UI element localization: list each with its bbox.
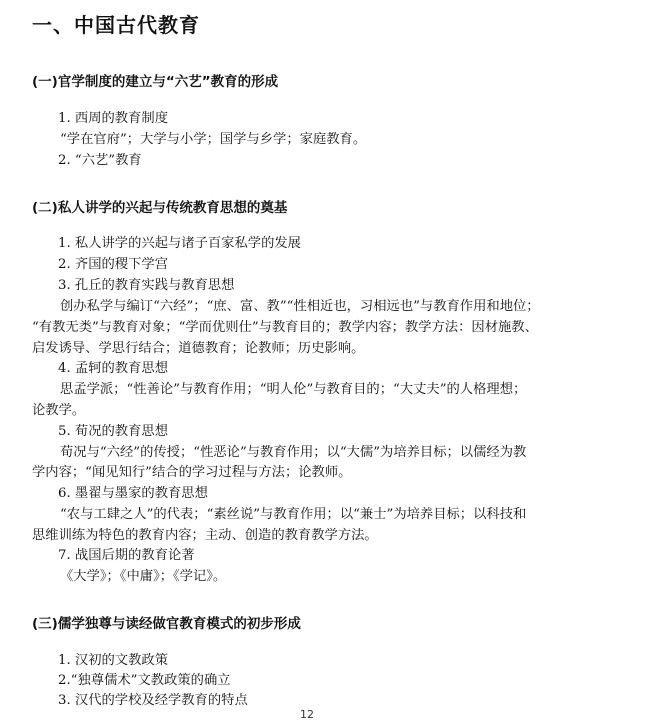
- paragraph-line: “有教无类”与教育对象；“学而优则仕”与教育目的；教学内容；教学方法：因材施教、: [32, 320, 538, 335]
- list-item: 5. 荀况的教育思想: [58, 424, 168, 439]
- list-item: 1. 汉初的文教政策: [58, 653, 168, 668]
- section-heading-3: (三)儒学独尊与读经做官教育模式的初步形成: [32, 616, 301, 632]
- paragraph-line: 荀况与“六经”的传授；“性恶论”与教育作用；以“大儒”为培养目标；以儒经为教: [60, 445, 527, 460]
- paragraph-line: 思维训练为特色的教育内容；主动、创造的教育教学方法。: [32, 528, 378, 543]
- list-item: 4. 孟轲的教育思想: [58, 361, 168, 376]
- paragraph-line: 《大学》；《中庸》；《学记》。: [60, 569, 227, 584]
- list-item: 2. “六艺”教育: [58, 153, 142, 168]
- paragraph-line: 创办私学与编订“六经”；“庶、富、教”“性相近也，习相远也”与教育作用和地位；: [60, 299, 540, 314]
- list-item: 2.“独尊儒术”文教政策的确立: [58, 673, 231, 688]
- list-item: 3. 孔丘的教育实践与教育思想: [58, 278, 235, 293]
- list-item: 2. 齐国的稷下学宫: [58, 257, 168, 272]
- paragraph-line: “农与工肆之人”的代表；“素丝说”与教育作用；以“兼士”为培养目标；以科技和: [60, 507, 527, 522]
- page-title: 一、中国古代教育: [32, 13, 200, 37]
- paragraph-line: 思孟学派；“性善论”与教育作用；“明人伦”与教育目的；“大丈夫”的人格理想；: [60, 382, 527, 397]
- list-item: 1. 西周的教育制度: [58, 111, 168, 126]
- section-heading-2: (二)私人讲学的兴起与传统教育思想的奠基: [32, 200, 288, 216]
- paragraph-line: “学在官府”；大学与小学；国学与乡学；家庭教育。: [60, 132, 367, 147]
- paragraph-line: 学内容；“闻见知行”结合的学习过程与方法；论教师。: [32, 465, 352, 480]
- list-item: 3. 汉代的学校及经学教育的特点: [58, 693, 248, 708]
- list-item: 6. 墨翟与墨家的教育思想: [58, 486, 208, 501]
- page-number: 12: [300, 708, 314, 721]
- list-item: 1. 私人讲学的兴起与诸子百家私学的发展: [58, 236, 301, 251]
- list-item: 7. 战国后期的教育论著: [58, 548, 195, 563]
- paragraph-line: 启发诱导、学思行结合；道德教育；论教师；历史影响。: [32, 341, 365, 356]
- section-heading-1: (一)官学制度的建立与“六艺”教育的形成: [32, 74, 279, 90]
- paragraph-line: 论教学。: [32, 403, 86, 418]
